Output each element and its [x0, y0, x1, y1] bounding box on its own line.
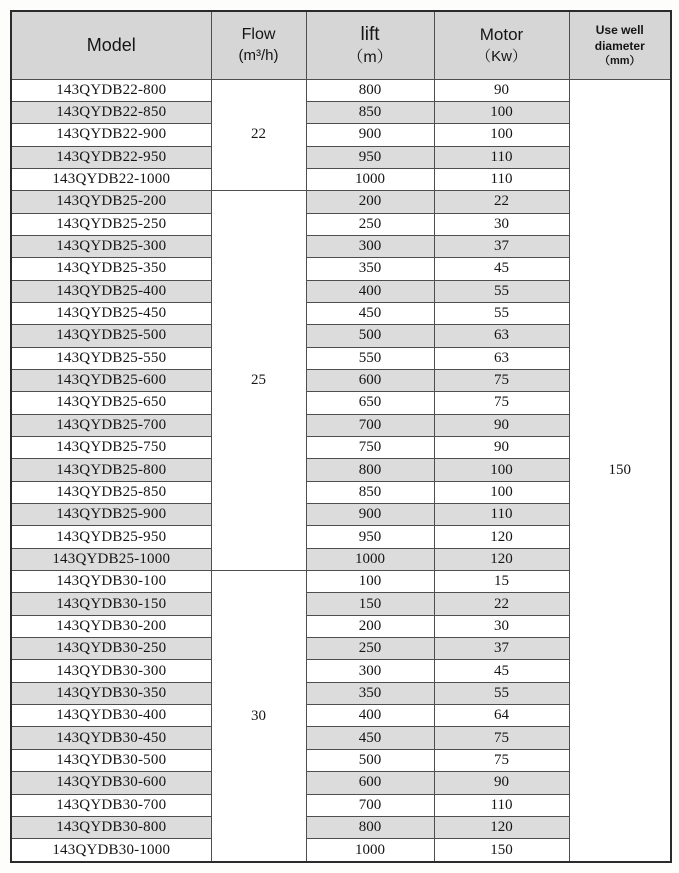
lift-cell: 250	[306, 213, 434, 235]
model-cell: 143QYDB25-200	[11, 191, 211, 213]
model-cell: 143QYDB30-450	[11, 727, 211, 749]
flow-group-cell: 30	[211, 571, 306, 862]
table-row	[11, 79, 671, 101]
model-cell: 143QYDB25-850	[11, 481, 211, 503]
lift-cell: 650	[306, 392, 434, 414]
model-cell: 143QYDB30-300	[11, 660, 211, 682]
lift-cell: 150	[306, 593, 434, 615]
lift-cell: 800	[306, 79, 434, 101]
motor-cell: 75	[434, 392, 569, 414]
model-cell: 143QYDB25-450	[11, 302, 211, 324]
lift-cell: 350	[306, 682, 434, 704]
model-cell: 143QYDB25-400	[11, 280, 211, 302]
model-cell: 143QYDB25-500	[11, 325, 211, 347]
model-cell: 143QYDB22-900	[11, 124, 211, 146]
lift-cell: 950	[306, 146, 434, 168]
lift-cell: 500	[306, 325, 434, 347]
lift-cell: 800	[306, 459, 434, 481]
well-diameter-cell: 150	[569, 79, 671, 862]
lift-cell: 300	[306, 660, 434, 682]
motor-cell: 15	[434, 571, 569, 593]
motor-cell: 100	[434, 459, 569, 481]
motor-cell: 110	[434, 146, 569, 168]
model-cell: 143QYDB22-850	[11, 101, 211, 123]
model-cell: 143QYDB30-500	[11, 749, 211, 771]
model-cell: 143QYDB25-900	[11, 504, 211, 526]
motor-cell: 75	[434, 727, 569, 749]
motor-cell: 120	[434, 526, 569, 548]
motor-cell: 22	[434, 191, 569, 213]
header-flow	[211, 11, 306, 79]
lift-cell: 750	[306, 437, 434, 459]
lift-cell: 350	[306, 258, 434, 280]
lift-cell: 300	[306, 235, 434, 257]
model-cell: 143QYDB25-550	[11, 347, 211, 369]
lift-cell: 200	[306, 191, 434, 213]
header-motor-unit: （Kw）	[476, 47, 527, 65]
motor-cell: 120	[434, 816, 569, 838]
motor-cell: 22	[434, 593, 569, 615]
motor-cell: 110	[434, 794, 569, 816]
motor-cell: 45	[434, 660, 569, 682]
motor-cell: 90	[434, 772, 569, 794]
model-cell: 143QYDB25-600	[11, 369, 211, 391]
motor-cell: 75	[434, 749, 569, 771]
lift-cell: 600	[306, 369, 434, 391]
lift-cell: 450	[306, 302, 434, 324]
motor-cell: 64	[434, 705, 569, 727]
motor-cell: 30	[434, 213, 569, 235]
header-row	[11, 11, 671, 79]
model-cell: 143QYDB30-400	[11, 705, 211, 727]
flow-group-cell: 25	[211, 191, 306, 571]
model-cell: 143QYDB30-800	[11, 816, 211, 838]
model-cell: 143QYDB25-650	[11, 392, 211, 414]
motor-cell: 63	[434, 325, 569, 347]
lift-cell: 500	[306, 749, 434, 771]
motor-cell: 37	[434, 638, 569, 660]
motor-cell: 37	[434, 235, 569, 257]
model-cell: 143QYDB25-800	[11, 459, 211, 481]
lift-cell: 850	[306, 481, 434, 503]
lift-cell: 400	[306, 280, 434, 302]
motor-cell: 30	[434, 615, 569, 637]
model-cell: 143QYDB25-950	[11, 526, 211, 548]
model-cell: 143QYDB30-100	[11, 571, 211, 593]
motor-cell: 55	[434, 302, 569, 324]
lift-cell: 450	[306, 727, 434, 749]
motor-cell: 100	[434, 124, 569, 146]
motor-cell: 110	[434, 504, 569, 526]
model-cell: 143QYDB25-700	[11, 414, 211, 436]
motor-cell: 120	[434, 548, 569, 570]
header-motor-label: Motor	[479, 24, 524, 44]
lift-cell: 900	[306, 504, 434, 526]
motor-cell: 150	[434, 839, 569, 862]
model-cell: 143QYDB25-250	[11, 213, 211, 235]
lift-cell: 100	[306, 571, 434, 593]
lift-cell: 700	[306, 414, 434, 436]
model-cell: 143QYDB22-800	[11, 79, 211, 101]
header-well-diameter-label: Use well diameter	[594, 22, 645, 53]
lift-cell: 1000	[306, 168, 434, 190]
lift-cell: 400	[306, 705, 434, 727]
lift-cell: 700	[306, 794, 434, 816]
motor-cell: 63	[434, 347, 569, 369]
lift-cell: 800	[306, 816, 434, 838]
lift-cell: 850	[306, 101, 434, 123]
lift-cell: 950	[306, 526, 434, 548]
header-lift-label: lift	[360, 23, 380, 45]
lift-cell: 200	[306, 615, 434, 637]
pump-spec-table	[10, 10, 672, 863]
motor-cell: 100	[434, 101, 569, 123]
model-cell: 143QYDB30-600	[11, 772, 211, 794]
motor-cell: 75	[434, 369, 569, 391]
motor-cell: 110	[434, 168, 569, 190]
model-cell: 143QYDB25-1000	[11, 548, 211, 570]
header-lift	[306, 11, 434, 79]
header-model	[11, 11, 211, 79]
flow-group-cell: 22	[211, 79, 306, 191]
motor-cell: 45	[434, 258, 569, 280]
motor-cell: 90	[434, 414, 569, 436]
header-motor	[434, 11, 569, 79]
model-cell: 143QYDB25-300	[11, 235, 211, 257]
lift-cell: 900	[306, 124, 434, 146]
header-flow-unit: (m³/h)	[238, 46, 279, 64]
lift-cell: 550	[306, 347, 434, 369]
header-model-label: Model	[86, 35, 136, 56]
header-flow-label: Flow	[241, 26, 276, 44]
model-cell: 143QYDB30-700	[11, 794, 211, 816]
header-lift-unit: （m）	[347, 49, 393, 67]
motor-cell: 90	[434, 79, 569, 101]
model-cell: 143QYDB30-250	[11, 638, 211, 660]
model-cell: 143QYDB30-350	[11, 682, 211, 704]
motor-cell: 55	[434, 280, 569, 302]
header-well-diameter-unit: （mm）	[598, 55, 641, 68]
motor-cell: 100	[434, 481, 569, 503]
model-cell: 143QYDB25-350	[11, 258, 211, 280]
lift-cell: 1000	[306, 548, 434, 570]
lift-cell: 600	[306, 772, 434, 794]
header-well-diameter	[569, 11, 671, 79]
model-cell: 143QYDB22-1000	[11, 168, 211, 190]
motor-cell: 90	[434, 437, 569, 459]
model-cell: 143QYDB30-1000	[11, 839, 211, 862]
model-cell: 143QYDB30-150	[11, 593, 211, 615]
model-cell: 143QYDB30-200	[11, 615, 211, 637]
lift-cell: 1000	[306, 839, 434, 862]
model-cell: 143QYDB25-750	[11, 437, 211, 459]
model-cell: 143QYDB22-950	[11, 146, 211, 168]
lift-cell: 250	[306, 638, 434, 660]
motor-cell: 55	[434, 682, 569, 704]
